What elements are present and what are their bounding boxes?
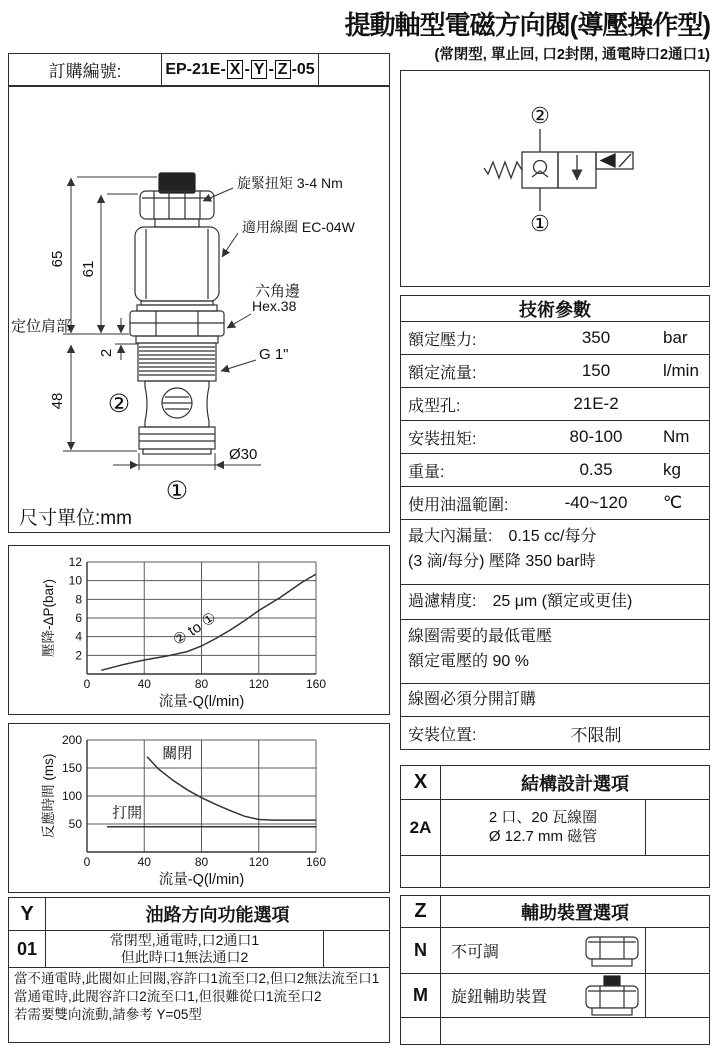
- dim-48: 48: [49, 392, 66, 410]
- knob-plug-icon: [583, 975, 641, 1017]
- coil-label: 適用線圈 EC-04W: [242, 219, 355, 235]
- svg-text:流量-Q(l/min): 流量-Q(l/min): [158, 872, 245, 888]
- hydraulic-symbol-box: [400, 70, 710, 287]
- valve-drawing: [9, 87, 388, 531]
- y-row-code: 01: [9, 931, 46, 967]
- diameter-label: Ø30: [229, 446, 258, 463]
- torque-label: 旋緊扭矩 3-4 Nm: [237, 175, 343, 191]
- y-row-line2: 但此時口1無法通口2: [120, 949, 249, 965]
- z-table-empty-row: [401, 1018, 709, 1044]
- dimension-unit-note: 尺寸單位:mm: [19, 508, 132, 529]
- order-code-z: Z: [275, 60, 291, 80]
- tech-unit: bar: [663, 328, 688, 347]
- z-row-m-label: 旋鈕輔助裝置: [441, 974, 646, 1017]
- tech-row-coil-voltage: [401, 620, 709, 684]
- coil-order-note: 線圈必須分開訂購: [408, 690, 537, 708]
- svg-text:150: 150: [61, 761, 82, 775]
- tech-value: -40~120: [564, 493, 628, 512]
- x-row-code: 2A: [401, 800, 441, 855]
- svg-text:8: 8: [75, 592, 82, 607]
- symbol-port-1: ①: [530, 211, 550, 236]
- svg-text:40: 40: [137, 855, 151, 869]
- svg-text:4: 4: [75, 629, 82, 644]
- tech-unit: kg: [663, 460, 681, 479]
- svg-text:80: 80: [194, 677, 209, 691]
- port-1-mark: ①: [165, 477, 189, 505]
- tech-row-coil-order: [401, 684, 709, 717]
- order-code-dash1: -: [244, 60, 250, 78]
- order-code-x: X: [227, 60, 244, 80]
- page-subtitle: (常閉型, 單止回, 口2封閉, 通電時口2通口1): [434, 47, 710, 63]
- chart-response-time: [9, 724, 388, 890]
- valve-drawing-box: [8, 86, 390, 533]
- svg-text:80: 80: [194, 855, 209, 869]
- y-table-header-row: [9, 898, 389, 931]
- pressure-drop-chart-box: [8, 545, 390, 715]
- dim-2: 2: [98, 348, 115, 358]
- symbol-port-2: ②: [530, 103, 550, 128]
- svg-text:0: 0: [83, 855, 91, 869]
- z-table-header-row: [401, 896, 709, 928]
- z-row-m-code: M: [401, 974, 441, 1017]
- adjust-knob-art: [159, 173, 195, 193]
- filtration-line: 過濾精度: 25 μm (額定或更佳): [408, 592, 633, 610]
- y-note-3: 若需要雙向流動,請參考 Y=05型: [14, 1007, 202, 1023]
- x-table-title: 結構設計選項: [521, 773, 629, 794]
- svg-text:壓降-ΔP(bar): 壓降-ΔP(bar): [41, 578, 56, 658]
- tech-unit: Nm: [663, 427, 690, 446]
- x-table-header-row: [401, 766, 709, 800]
- hydraulic-symbol: [401, 71, 708, 285]
- tech-row-torque: [401, 421, 709, 454]
- svg-text:120: 120: [248, 677, 269, 691]
- tech-value: 80-100: [569, 427, 623, 446]
- tech-label: 成型孔:: [408, 397, 461, 415]
- z-table-title: 輔助裝置選項: [521, 902, 629, 923]
- z-table-row-n: [401, 928, 709, 974]
- svg-text:反應時間 (ms): 反應時間 (ms): [41, 753, 56, 839]
- tech-row-leakage: [401, 520, 709, 585]
- y-table-notes: [9, 968, 389, 1027]
- svg-text:200: 200: [61, 733, 82, 747]
- y-row-description: [46, 931, 324, 967]
- tech-value: 0.35: [579, 460, 613, 479]
- tech-row-temp: [401, 487, 709, 520]
- order-code-y: Y: [251, 60, 268, 80]
- svg-text:打開: 打開: [112, 804, 143, 822]
- x-row-description: [441, 800, 646, 855]
- z-table-row-m: [401, 974, 709, 1018]
- hex-label-1: 六角邊: [255, 283, 301, 300]
- svg-text:② to ①: ② to ①: [170, 608, 220, 650]
- dim-65: 65: [49, 250, 66, 268]
- tech-label: 使用油溫範圍:: [408, 496, 509, 514]
- coil-voltage-line1: 線圈需要的最低電壓: [408, 628, 553, 645]
- order-empty-cell: [319, 54, 389, 85]
- mounting-label: 安裝位置:: [408, 727, 477, 744]
- svg-text:0: 0: [83, 677, 91, 691]
- x-row-line2: Ø 12.7 mm 磁管: [488, 827, 598, 845]
- svg-text:2: 2: [75, 648, 82, 663]
- svg-text:160: 160: [305, 677, 327, 691]
- y-option-table: [8, 897, 390, 1043]
- x-option-table: [400, 765, 710, 888]
- svg-text:160: 160: [305, 855, 327, 869]
- x-row-line1: 2 口、20 瓦線圈: [488, 808, 598, 826]
- thread-label: G 1": [259, 346, 289, 363]
- svg-text:6: 6: [75, 611, 82, 625]
- svg-text:120: 120: [248, 855, 269, 869]
- dim-61: 61: [80, 260, 97, 278]
- tech-label: 安裝扭矩:: [408, 430, 477, 448]
- y-table-row-01: [9, 931, 389, 968]
- order-code-prefix: EP-21E-: [165, 60, 226, 78]
- tech-value: 150: [581, 361, 611, 380]
- x-empty-code-cell: [401, 856, 441, 887]
- port-2-mark: ②: [107, 390, 131, 418]
- response-time-chart-box: [8, 723, 390, 893]
- tech-row-weight: [401, 454, 709, 487]
- tech-label: 重量:: [408, 463, 445, 481]
- chart-pressure-drop: [9, 546, 388, 712]
- tech-value: 350: [581, 328, 611, 347]
- y-table-code: Y: [9, 898, 46, 930]
- leakage-line2: (3 滴/每分) 壓降 350 bar時: [408, 552, 596, 570]
- order-code-dash2: -: [268, 60, 274, 78]
- tech-unit: l/min: [663, 361, 699, 380]
- tech-params-table: [400, 295, 710, 750]
- hex-label-2: Hex.38: [252, 298, 297, 314]
- z-row-n-code: N: [401, 928, 441, 973]
- svg-text:流量-Q(l/min): 流量-Q(l/min): [158, 694, 245, 710]
- tech-unit: ℃: [663, 493, 683, 512]
- z-row-n-label: 不可調: [441, 928, 646, 973]
- coil-voltage-line2: 額定電壓的 90 %: [408, 652, 529, 670]
- tech-row-filtration: [401, 585, 709, 620]
- tech-row-cavity: [401, 388, 709, 421]
- leakage-line1: 最大內漏量: 0.15 cc/每分: [408, 528, 597, 545]
- tech-row-flow: [401, 355, 709, 388]
- x-table-row-2a: [401, 800, 709, 856]
- svg-text:50: 50: [68, 817, 82, 831]
- tech-label: 額定壓力:: [408, 331, 477, 349]
- order-code-suffix: -05: [291, 60, 315, 78]
- svg-text:12: 12: [68, 555, 82, 569]
- svg-text:10: 10: [68, 573, 82, 588]
- tech-value: 21E-2: [573, 394, 619, 413]
- y-table-title: 油路方向功能選項: [145, 905, 290, 925]
- z-table-code: Z: [401, 896, 441, 927]
- x-table-code: X: [401, 766, 441, 799]
- tech-label: 額定流量:: [408, 364, 477, 382]
- svg-text:40: 40: [137, 677, 151, 691]
- z-option-table: [400, 895, 710, 1045]
- mounting-value: 不限制: [570, 726, 622, 745]
- y-note-1: 當不通電時,此閥如止回閥,容許口1流至口2,但口2無法流至口1: [14, 971, 380, 986]
- order-number-box: [8, 53, 390, 86]
- x-table-empty-row: [401, 856, 709, 887]
- order-number-code: [161, 54, 319, 85]
- y-row-line1: 常閉型,通電時,口2通口1: [109, 931, 260, 948]
- y-note-2: 當通電時,此閥容許口2流至口1,但很難從口1流至口2: [14, 989, 322, 1005]
- tech-table-header: 技術參數: [401, 296, 709, 322]
- page-title: 提動軸型電磁方向閥(導壓操作型): [344, 10, 710, 40]
- shoulder-label: 定位肩部: [11, 318, 72, 335]
- svg-text:100: 100: [61, 789, 82, 803]
- svg-text:關閉: 關閉: [162, 744, 193, 762]
- tech-row-pressure: [401, 322, 709, 355]
- z-empty-code-cell: [401, 1018, 441, 1044]
- order-number-label: 訂購編號:: [48, 62, 122, 81]
- hex-plug-icon: [583, 934, 641, 968]
- tech-row-mounting: [401, 717, 709, 750]
